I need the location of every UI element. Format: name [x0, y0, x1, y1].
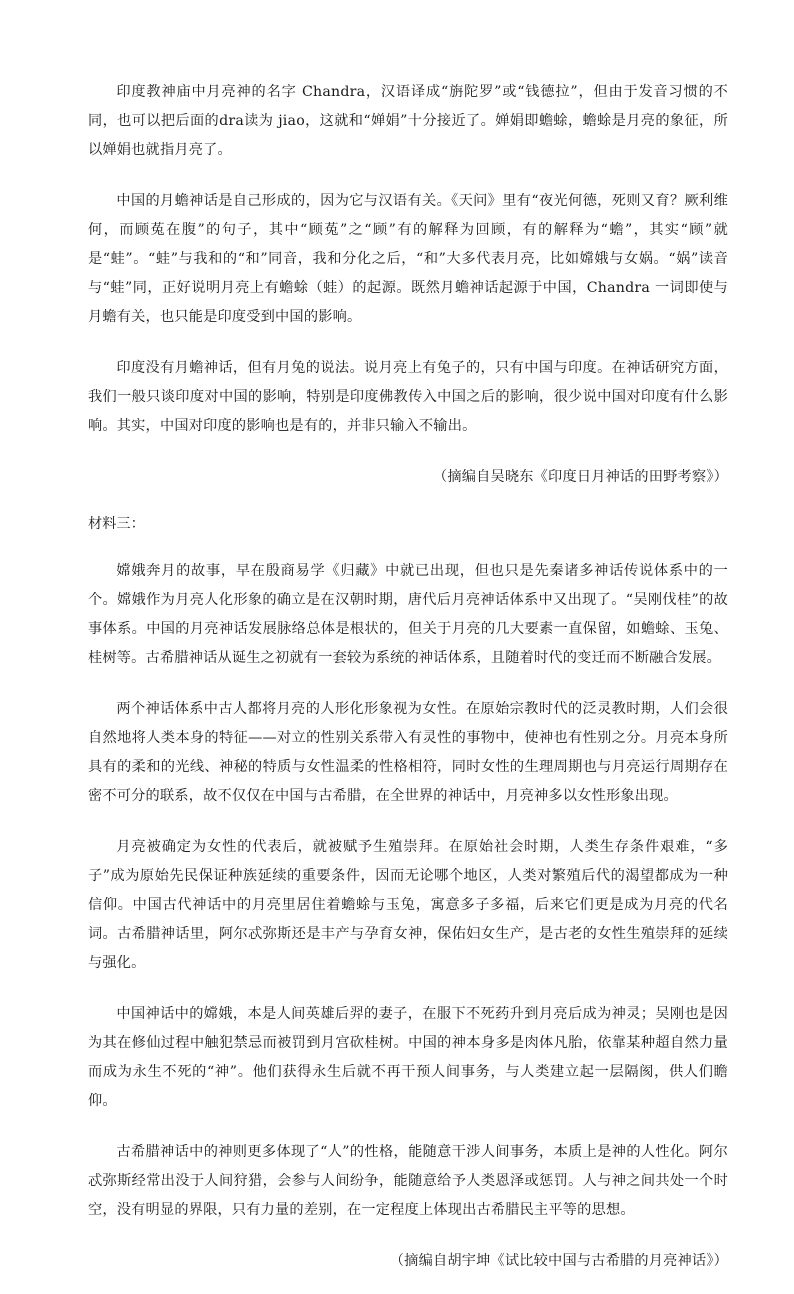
material2-paragraph-3: 印度没有月蟾神话，但有月兔的说法。说月亮上有兔子的，只有中国与印度。在神话研究方面，我们一般只谈印度对中国的影响，特别是印度佛教传入中国之后的影响，很少说中国对印度有什么影响。其实，中国对印度的影响也是有的，并非只输入不输出。: [88, 360, 728, 434]
material3-source: （摘编自胡宇坤《试比较中国与古希腊的月亮神话》）: [389, 1253, 728, 1269]
document-page: [88, 78, 728, 1294]
material3-heading: 材料三：: [88, 516, 145, 532]
material3-paragraph-2: 两个神话体系中古人都将月亮的人形化形象视为女性。在原始宗教时代的泛灵教时期，人们会很自然地将人类本身的特征——对立的性别关系带入有灵性的事物中，使神也有性别之分。月亮本身所具有的柔和的光线、神秘的特质与女性温柔的性格相符，同时女性的生理周期也与月亮运行周期存在密不可分的联系，故不仅仅在中国与古希腊，在全世界的神话中，月亮神多以女性形象出现。: [88, 701, 728, 804]
material2-source: （摘编自吴晓东《印度日月神话的田野考察》）: [432, 469, 728, 485]
material3-paragraph-1: 嫦娥奔月的故事，早在殷商易学《归藏》中就已出现，但也只是先秦诸多神话传说体系中的一个。嫦娥作为月亮人化形象的确立是在汉朝时期，唐代后月亮神话体系中又出现了。“吴刚伐桂”的故事体系。中国的月亮神话发展脉络总体是根状的，但关于月亮的几大要素一直保留，如蟾蜍、玉兔、桂树等。古希腊神话从诞生之初就有一套较为系统的神话体系，且随着时代的变迁而不断融合发展。: [88, 563, 728, 666]
material2-paragraph-1: 印度教神庙中月亮神的名字 Chandra，汉语译成“旃陀罗”或“钱德拉”，但由于发音习惯的不同，也可以把后面的dra读为 jiao，这就和“婵娟”十分接近了。婵娟即蟾蜍，蟾蜍是月亮的象征，所以婵娟也就指月亮了。: [88, 84, 728, 158]
material3-paragraph-5: 古希腊神话中的神则更多体现了“人”的性格，能随意干涉人间事务，本质上是神的人性化。阿尔忒弥斯经常出没于人间狩猎，会参与人间纷争，能随意给予人类恩泽或惩罚。人与神之间共处一个时空，没有明显的界限，只有力量的差别，在一定程度上体现出古希腊民主平等的思想。: [88, 1144, 728, 1218]
material3-paragraph-3: 月亮被确定为女性的代表后，就被赋予生殖崇拜。在原始社会时期，人类生存条件艰难，“多子”成为原始先民保证种族延续的重要条件，因而无论哪个地区，人类对繁殖后代的渴望都成为一种信仰。中国古代神话中的月亮里居住着蟾蜍与玉兔，寓意多子多福，后来它们更是成为月亮的代名词。古希腊神话里，阿尔忒弥斯还是丰产与孕育女神，保佑妇女生产，是古老的女性生殖崇拜的延续与强化。: [88, 839, 728, 971]
material2-paragraph-2: 中国的月蟾神话是自己形成的，因为它与汉语有关。《天问》里有“夜光何德，死则又育？厥利维何，而顾菟在腹”的句子，其中“顾菟”之“顾”有的解释为回顾，有的解释为“蟾”，其实“顾”就是“蛙”。“蛙”与我和的“和”同音，我和分化之后，“和”大多代表月亮，比如嫦娥与女娲。“娲”读音与“蛙”同，正好说明月亮上有蟾蜍（蛙）的起源。既然月蟾神话起源于中国，Chandra 一词即使与月蟾有关，也只能是印度受到中国的影响。: [88, 193, 728, 325]
material3-paragraph-4: 中国神话中的嫦娥，本是人间英雄后羿的妻子，在服下不死药升到月亮后成为神灵；吴刚也是因为其在修仙过程中触犯禁忌而被罚到月宫砍桂树。中国的神本身多是肉体凡胎，依靠某种超自然力量而成为永生不死的“神”。他们获得永生后就不再干预人间事务，与人类建立起一层隔阂，供人们瞻仰。: [88, 1006, 728, 1109]
